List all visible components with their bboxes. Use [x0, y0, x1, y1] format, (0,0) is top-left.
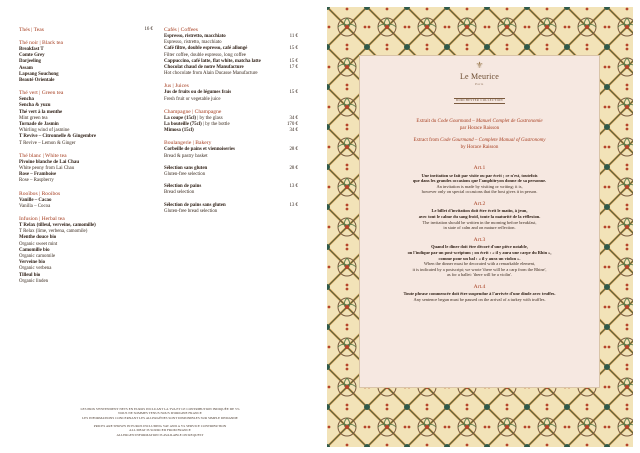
section-title-fr: Thé noir	[19, 40, 39, 46]
menu-item-translation	[164, 154, 298, 160]
item-price: 28 €	[289, 165, 298, 171]
extract-en-prefix: Extract from	[413, 138, 439, 143]
section-title: Infusion | Herbal tea	[19, 216, 65, 223]
item-name-fr: Chocolat chaud de notre Manufacture	[164, 65, 244, 71]
article-text-fr: Quand le dîner doit être décoré d'une pièce notable,	[431, 244, 528, 250]
article-text-fr: Une invitation se fait par visite ou par écrit ; ce n'est, toutefois	[421, 172, 538, 178]
item-name-en: Vanilla – Cocoa	[19, 203, 51, 209]
item-name-fr: Jus de fruits ou de légumes frais	[164, 90, 232, 96]
item-price: 11 €	[289, 34, 298, 39]
teas-column	[19, 27, 153, 291]
item-name-en: Bread selection	[164, 190, 195, 196]
menu-item-translation	[164, 190, 298, 196]
item-name-fr: Sélection sans gluten	[164, 165, 208, 171]
menu-item-translation	[164, 97, 298, 103]
article-heading: Art.4	[473, 283, 486, 290]
item-name-en: T Relax (lime, verbena, camomile)	[19, 229, 88, 235]
section-title-fr: Cafés	[164, 27, 177, 33]
item-name-fr: Espresso, ristretto, macchiato	[164, 34, 226, 39]
section-title: Thé noir | Black tea	[19, 40, 63, 46]
item-name-fr: Tornade de Jasmin	[19, 122, 59, 128]
section-title-en: White tea	[45, 152, 67, 159]
section-title-fr: Boulangerie	[164, 140, 192, 147]
article-text-fr: Le billet d'invitation doit être écrit le matin, à jeun,	[431, 208, 528, 214]
item-name-en: Bread & pastry basket	[164, 153, 208, 159]
item-name-fr: La bouteille (75cl)	[164, 122, 202, 128]
article-text-en: in state of calm and on mature reflection.	[443, 225, 516, 231]
item-name-fr: Café filtre, double espresso, café allongé	[164, 46, 248, 52]
article-text-en: as for a ballet: 'there will be a violin'.	[446, 272, 513, 278]
item-name-en: Organic linden	[19, 278, 49, 284]
menu-item-translation	[19, 178, 153, 184]
article-text-fr: Toute phrase commencée doit être suspendue à l'arrivée d'une dinde avec truffes.	[403, 291, 556, 297]
section-title-fr: Jus	[164, 83, 172, 90]
menu-item-name: La coupe (15cl) | by the glass 34 €	[164, 115, 298, 121]
article-heading: Art.2	[473, 200, 486, 207]
article-text-fr: comme pour un bal : « il y aura un violon ».	[438, 255, 521, 261]
article-text-en: Any sentence begun must be paused on the arrival of a turkey with truffles.	[413, 297, 546, 302]
item-name-en: Rose – Raspberry	[19, 178, 54, 184]
extract-fr-author: par Horace Raisson	[459, 125, 500, 131]
hotel-logo-city: Paris	[475, 83, 484, 86]
hotel-logo-name: Le Meurice	[459, 72, 500, 81]
section-title-fr: Thé vert	[19, 90, 38, 97]
article-text-en: The invitation should be written in the morning before breakfast,	[422, 219, 537, 225]
item-name-fr: Menthe douce bio	[19, 235, 57, 241]
item-price: 28 €	[289, 147, 298, 153]
section-title: Thé blanc | White tea	[19, 152, 67, 159]
section-title-en: Champagne	[194, 108, 222, 115]
item-name-fr: Darjeeling	[19, 59, 42, 65]
item-name-en: Organic sweet mint	[19, 241, 58, 247]
item-name-en: Organic camomile	[19, 254, 56, 260]
item-name-fr: Comte Grey	[19, 53, 45, 59]
hotel-logo-tag: DORCHESTER COLLECTION	[455, 99, 504, 102]
menu-item-name	[164, 128, 298, 134]
article-heading: Art.3	[473, 236, 486, 243]
item-name-en: Organic verbena	[19, 266, 52, 272]
footer-fr-1: LES PRIX S'ENTENDENT NETS EN EUROS INCLUANT LA TVA ET LE CONTRIBUTION INDIQUÉE DE 5%	[80, 407, 240, 411]
menu-item-translation	[164, 209, 298, 215]
extract-en-line	[360, 138, 599, 144]
article-text-fr: avec tout le calme du sang froid, toute la maturité de la réflexion.	[418, 214, 541, 219]
item-name-fr: Assam	[19, 65, 33, 71]
footer-fr-3: LES INFORMATIONS CONCERNANT LES ALLERGÈNES SONT DISPONIBLES SUR SIMPLE DEMANDE	[82, 415, 238, 420]
item-name-en: Mint green tea	[19, 115, 48, 121]
item-name-en: Filter coffee, double espresso, long coffee	[164, 52, 246, 58]
footer-en-2: ALL MEAT IS SOURCED FROM FRANCE	[129, 428, 191, 433]
item-name-fr: Sélection de pains	[164, 184, 202, 190]
item-price: 17 €	[289, 65, 298, 71]
article-text-en: When the dinner must be decorated with a remarkable element,	[423, 261, 536, 267]
section-title: Thé vert | Green tea	[19, 90, 64, 97]
menu-item-name: La bouteille (75cl) | by the bottle 170 €	[164, 122, 298, 128]
item-name-en: T Revive – Lemon & Ginger	[19, 140, 76, 146]
footer-fr-2: NOUS NE SOMMES TENUS NOUS D'ORIGINE FRANCE	[118, 411, 202, 416]
item-name-fr: Sencha	[19, 97, 34, 103]
footer-en-1: PRICES ARE SHOWN IN EUROS INCLUDING VAT AND A 5% SERVICE CONTRIBUTION	[93, 424, 227, 428]
section-title-en: Black tea	[42, 40, 63, 46]
section-title: Champagne | Champagne	[164, 108, 222, 115]
item-price: 34 €	[289, 128, 298, 134]
item-name-fr: Pivoine blanche de Lai Chau	[19, 159, 80, 165]
item-price: 15 €	[289, 58, 298, 64]
item-name-fr: Sencha & yuzu	[19, 103, 51, 109]
footer-en-3: ALLERGEN INFORMATION IS AVAILABLE ON REQUEST	[116, 432, 204, 437]
item-price: 13 €	[289, 202, 298, 208]
item-name-en: Gluten-free selection	[164, 172, 206, 178]
item-name-en: Espresso, ristretto, macchiato	[164, 40, 222, 46]
menu-item-translation	[19, 141, 153, 147]
item-name-fr: Cappuccino, café latte, flat white, matcha latte	[164, 58, 261, 64]
section-title-fr: Thés	[19, 27, 30, 33]
menu-item-translation	[19, 279, 153, 285]
item-name-fr: Corbeille de pains et viennoiseries	[164, 147, 235, 153]
hotel-logo-tag-wrap	[360, 88, 599, 106]
item-name-fr: Breakfast T	[19, 47, 44, 52]
section-title-fr: Thé blanc	[19, 152, 42, 159]
item-price: 15 €	[289, 46, 298, 52]
section-title: Thés | Teas	[19, 27, 44, 33]
menu-item-translation	[19, 204, 153, 210]
item-name-en: Whirling wind of jasmine	[19, 128, 70, 134]
article-text-fr: que dans les grandes occasions que l'amphitryon donne de sa personne.	[412, 178, 547, 184]
item-name-fr: Verveine bio	[19, 260, 46, 266]
section-title-en: Herbal tea	[41, 216, 65, 223]
item-name-fr: La coupe (15cl)	[164, 115, 197, 121]
section-title-fr: Rooïbos	[19, 190, 38, 197]
item-name-en: Fresh fruit or vegetable juice	[164, 96, 221, 102]
article-heading: Art.1	[473, 165, 486, 171]
section-title: Cafés | Coffees	[164, 27, 198, 33]
item-price: 34 €	[289, 115, 298, 121]
item-price: 170 €	[286, 122, 298, 128]
article-text-en: it is indicated by a postscript; we wrote 'there will be a carp from the Rhine',	[412, 266, 547, 272]
item-price: 15 €	[289, 90, 298, 96]
section-title-en: Teas	[33, 27, 44, 33]
extract-en-author: by Horace Raisson	[460, 144, 499, 150]
drinks-column	[164, 27, 298, 227]
menu-item-translation	[164, 172, 298, 178]
item-name-fr: Thé vert à la menthe	[19, 109, 63, 115]
extract-fr-prefix: Extrait du	[416, 119, 437, 124]
extract-en-title: Code Gourmand – Complete Manual of Gastronomy	[440, 138, 546, 143]
section-title-fr: Champagne	[164, 108, 191, 115]
item-name-fr: Mimosa (15cl)	[164, 128, 194, 134]
article-text-en: An invitation is made by visiting or writing; it is,	[436, 183, 523, 189]
item-name-en: Gluten-free bread selection	[164, 208, 218, 214]
section-title: Rooïbos | Rooibos	[19, 190, 61, 197]
item-name-en: Hot chocolate from Alain Ducasse Manufacture	[164, 71, 258, 77]
extract-fr-title: Code Gourmand – Manuel Complet de Gastronomie	[437, 119, 543, 124]
item-name-fr: Rose – Framboise	[19, 172, 57, 178]
section-title-en: Bakery	[195, 140, 212, 147]
extract-fr-line	[360, 119, 599, 125]
menu-item-name	[19, 78, 153, 84]
section-title-en: Rooibos	[41, 190, 61, 197]
item-name-fr: Vanille – Cacao	[19, 197, 52, 203]
section-title-en: Coffees	[180, 27, 198, 33]
item-name-fr: Beauté Orientale	[19, 78, 55, 84]
menu-item-translation	[164, 71, 298, 77]
item-name-fr: Lapsang Souchong	[19, 71, 59, 77]
item-name-en-inline: by the bottle	[205, 122, 230, 128]
teas-header	[19, 27, 153, 34]
item-name-fr: Tilleul bio	[19, 272, 41, 278]
item-name-fr: Camomille bio	[19, 247, 50, 253]
crest-icon: ⚜	[475, 60, 484, 70]
item-name-fr: T Revive – Citronnelle & Gingembre	[19, 134, 97, 140]
item-price: 13 €	[289, 184, 298, 190]
article-text-fr: on l'indique par un post-scriptum ; on écrit : « il y aura une carpe du Rhin »,	[407, 249, 552, 255]
section-title: Jus | Juices	[164, 83, 189, 90]
section-title-fr: Infusion	[19, 216, 38, 223]
teas-price: 16 €	[144, 27, 153, 32]
section-title: Boulangerie | Bakery	[164, 140, 212, 147]
item-name-fr: T Relax (tilleul, verveine, camomille)	[19, 223, 96, 229]
item-name-en-inline: by the glass	[199, 115, 223, 121]
article-text-en: however only on special occasions that the host gives it in person.	[421, 189, 538, 195]
item-name-en: White peony from Lai Chau	[19, 166, 75, 172]
section-title-en: Juices	[175, 83, 189, 90]
section-title-en: Green tea	[41, 90, 64, 97]
item-name-fr: Sélection de pains sans gluten	[164, 202, 226, 208]
